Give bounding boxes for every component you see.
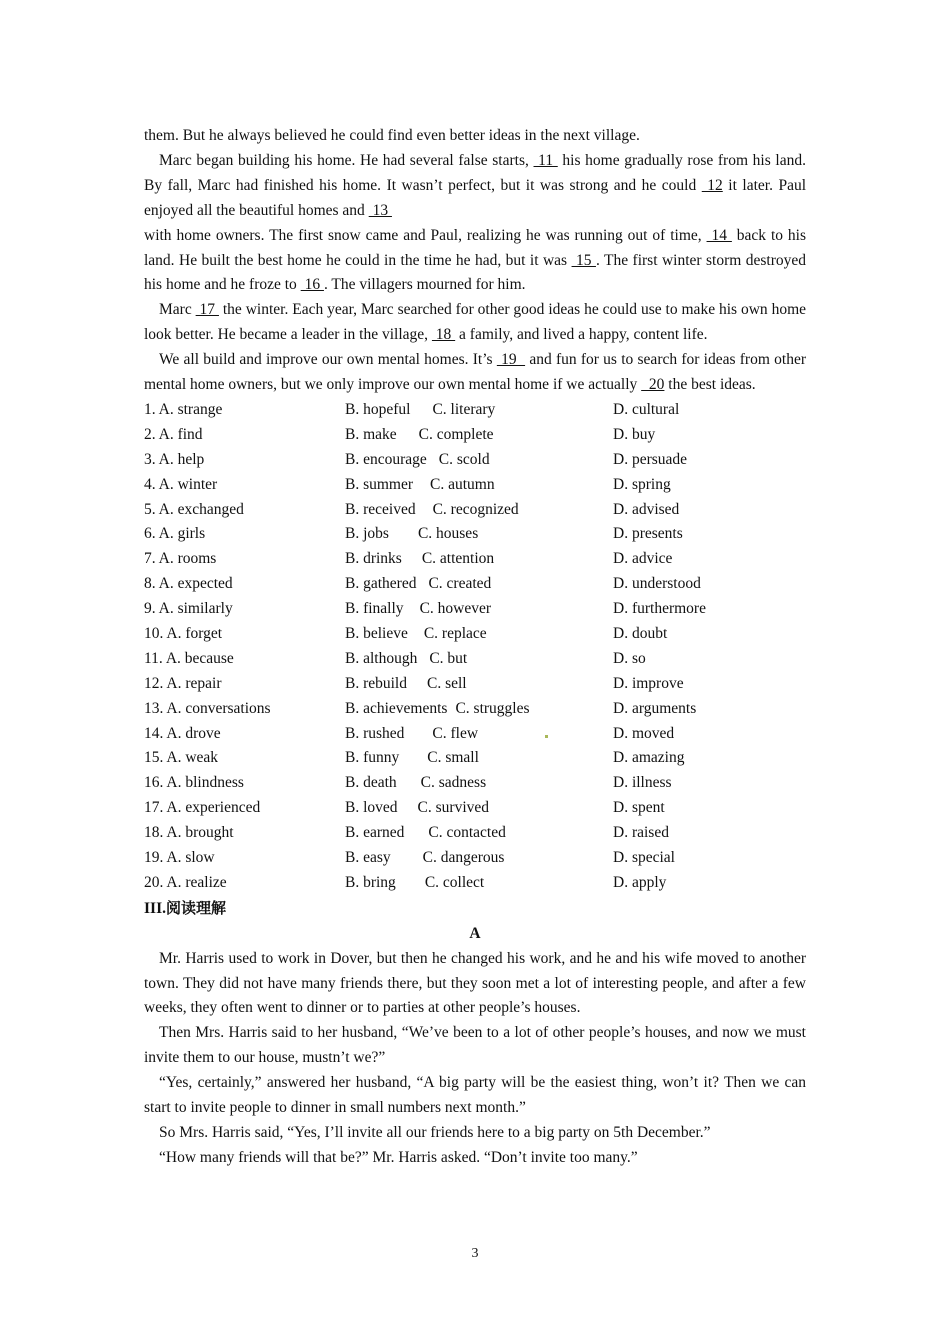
- passage-paragraph-3: [144, 298, 806, 348]
- option-row-19: [144, 846, 806, 871]
- option-row-14: [144, 722, 806, 747]
- option-bc: [345, 746, 613, 771]
- option-c: C. complete: [418, 425, 494, 443]
- option-bc: [345, 448, 613, 473]
- blank-17: 17: [195, 301, 219, 319]
- option-a: 20. A. realize: [144, 873, 227, 891]
- option-d: D. amazing: [613, 749, 685, 767]
- option-a: 2. A. find: [144, 425, 203, 443]
- option-b: B. achievements: [345, 699, 448, 717]
- option-c: C. small: [427, 749, 479, 767]
- option-c: C. houses: [417, 525, 479, 543]
- option-bc: [345, 821, 613, 846]
- option-d: D. advice: [613, 550, 673, 568]
- option-b: B. finally: [345, 600, 404, 618]
- option-bc: [345, 697, 613, 722]
- option-a: 13. A. conversations: [144, 699, 271, 717]
- text: the best ideas.: [664, 376, 756, 394]
- option-bc: [345, 647, 613, 672]
- option-c: C. sell: [427, 674, 467, 692]
- option-d: D. moved: [613, 724, 675, 742]
- text: We all build and improve our own mental homes. It’s: [159, 351, 497, 369]
- option-c: C. sadness: [420, 774, 487, 792]
- option-bc: [345, 522, 613, 547]
- text: Marc: [159, 301, 196, 319]
- option-row-13: [144, 697, 806, 722]
- page-number: 3: [471, 1246, 479, 1261]
- option-a: 15. A. weak: [144, 749, 219, 767]
- option-a: 17. A. experienced: [144, 799, 261, 817]
- option-c: C. contacted: [428, 824, 506, 842]
- option-row-4: [144, 473, 806, 498]
- option-bc: [345, 796, 613, 821]
- stray-mark: [545, 735, 548, 738]
- option-b: B. drinks: [345, 550, 402, 568]
- option-b: B. jobs: [345, 525, 389, 543]
- reading-paragraph-5: “How many friends will that be?” Mr. Harris asked. “Don’t invite too many.”: [159, 1148, 638, 1166]
- option-d: D. illness: [613, 774, 672, 792]
- option-d: D. raised: [613, 824, 669, 842]
- option-a: 8. A. expected: [144, 575, 233, 593]
- option-b: B. rebuild: [345, 674, 407, 692]
- blank-19: 19: [496, 351, 526, 369]
- option-d: D. improve: [613, 674, 684, 692]
- option-d: D. furthermore: [613, 600, 706, 618]
- option-b: B. although: [345, 649, 418, 667]
- option-c: C. literary: [432, 400, 496, 418]
- blank-13: 13: [368, 201, 392, 219]
- text: Marc began building his home. He had several false starts,: [159, 151, 534, 169]
- option-row-18: [144, 821, 806, 846]
- blank-11: 11: [533, 151, 558, 169]
- option-bc: [345, 722, 613, 747]
- option-b: B. funny: [345, 749, 400, 767]
- option-bc: [345, 672, 613, 697]
- option-b: B. encourage: [345, 450, 427, 468]
- text: a family, and lived a happy, content life.: [455, 326, 708, 344]
- option-a: 16. A. blindness: [144, 774, 244, 792]
- passage-paragraph-4: [144, 348, 806, 398]
- blank-12: 12: [701, 176, 723, 194]
- option-a: 3. A. help: [144, 450, 205, 468]
- option-c: C. but: [429, 649, 468, 667]
- option-b: B. gathered: [345, 575, 417, 593]
- option-bc: [345, 547, 613, 572]
- option-row-12: [144, 672, 806, 697]
- text: . The villagers mourned for him.: [323, 276, 526, 294]
- option-b: B. earned: [345, 824, 405, 842]
- option-c: C. recognized: [432, 500, 519, 518]
- option-d: D. spent: [613, 799, 665, 817]
- option-row-6: [144, 522, 806, 547]
- option-b: B. death: [345, 774, 397, 792]
- option-row-1: [144, 398, 806, 423]
- option-d: D. cultural: [613, 400, 680, 418]
- option-bc: [345, 871, 613, 896]
- blank-18: 18: [431, 326, 456, 344]
- section-roman: III.: [144, 899, 166, 917]
- reading-paragraph-4: So Mrs. Harris said, “Yes, I’ll invite all our friends here to a big party on 5th December.”: [159, 1123, 711, 1141]
- option-b: B. summer: [345, 475, 414, 493]
- text: . The first winter storm destroyed his home and he froze to: [144, 251, 807, 294]
- option-d: D. special: [613, 849, 675, 866]
- option-d: D. doubt: [613, 624, 668, 642]
- option-d: D. arguments: [613, 699, 697, 717]
- option-bc: [345, 771, 613, 796]
- option-d: D. buy: [613, 425, 656, 443]
- document-page: [144, 124, 806, 1171]
- option-d: D. persuade: [613, 450, 688, 468]
- reading-paragraph-2: Then Mrs. Harris said to her husband, “We’ve been to a lot of other people’s houses, and now we must invite them to our house, mustn’t we?”: [144, 1024, 806, 1067]
- option-c: C. however: [419, 600, 492, 618]
- option-row-11: [144, 647, 806, 672]
- option-a: 9. A. similarly: [144, 600, 233, 618]
- options-list: [144, 398, 806, 896]
- option-c: C. replace: [423, 624, 487, 642]
- option-a: 14. A. drove: [144, 724, 221, 742]
- option-b: B. believe: [345, 624, 408, 642]
- passage-label: A: [469, 924, 481, 942]
- blank-16: 16: [300, 276, 324, 294]
- blank-15: 15: [571, 251, 596, 269]
- option-b: B. hopeful: [345, 400, 411, 418]
- option-c: C. created: [428, 575, 492, 593]
- blank-20: 20: [641, 376, 665, 394]
- reading-paragraph-1: Mr. Harris used to work in Dover, but then he changed his work, and he and his wife moved to another town. They did not have many friends there, but they soon met a lot of interesting people, and after a few weeks, they often went to dinner or to parties at other people’s houses.: [144, 949, 806, 1017]
- option-a: 7. A. rooms: [144, 550, 217, 568]
- option-d: D. so: [613, 649, 646, 667]
- option-bc: [345, 473, 613, 498]
- section-title: 阅读理解: [165, 898, 226, 917]
- option-bc: [345, 597, 613, 622]
- option-row-15: [144, 746, 806, 771]
- option-a: 19. A. slow: [144, 849, 215, 866]
- option-bc: [345, 572, 613, 597]
- option-bc: [345, 622, 613, 647]
- option-c: C. attention: [421, 550, 495, 568]
- text: with home owners. The first snow came and Paul, realizing he was running out of time,: [144, 226, 707, 244]
- option-a: 1. A. strange: [144, 400, 223, 418]
- option-a: 18. A. brought: [144, 824, 234, 842]
- option-row-7: [144, 547, 806, 572]
- option-a: 10. A. forget: [144, 624, 223, 642]
- option-c: C. dangerous: [422, 849, 505, 866]
- text: the winter. Each year, Marc searched for other good ideas he could use to make his own home look better. He became a leader in the village,: [144, 301, 807, 344]
- option-row-9: [144, 597, 806, 622]
- option-b: B. make: [345, 425, 397, 443]
- option-bc: [345, 423, 613, 448]
- text: back to his land. He built the best home he could in the time he had, but it was: [144, 226, 807, 269]
- option-bc: [345, 498, 613, 523]
- option-row-5: [144, 498, 806, 523]
- option-d: D. advised: [613, 500, 680, 518]
- option-c: C. autumn: [430, 475, 495, 493]
- option-bc: [345, 398, 613, 423]
- option-row-20: [144, 871, 806, 896]
- option-row-16: [144, 771, 806, 796]
- option-row-2: [144, 423, 806, 448]
- reading-paragraph-3: “Yes, certainly,” answered her husband, “A big party will be the easiest thing, won’t it? Then we can start to invite people to dinner in small numbers next month.”: [144, 1074, 806, 1117]
- option-d: D. presents: [613, 525, 683, 543]
- text: it later. Paul enjoyed all the beautiful homes and: [144, 176, 807, 219]
- option-a: 11. A. because: [144, 649, 234, 667]
- option-b: B. bring: [345, 873, 396, 891]
- option-a: 4. A. winter: [144, 475, 218, 493]
- option-bc: [345, 846, 613, 871]
- option-row-3: [144, 448, 806, 473]
- option-b: B. easy: [345, 849, 391, 866]
- option-c: C. scold: [438, 450, 490, 468]
- blank-14: 14: [706, 226, 732, 244]
- option-a: 12. A. repair: [144, 674, 222, 692]
- option-b: B. loved: [345, 799, 398, 817]
- text: and fun for us to search for ideas from other mental home owners, but we only improve our own mental home if we actually: [144, 351, 806, 394]
- option-b: B. received: [345, 500, 416, 518]
- option-row-8: [144, 572, 806, 597]
- text: his home gradually rose from his land. By fall, Marc had finished his home. It wasn’t perfect, but it was strong and he could: [144, 151, 806, 194]
- option-d: D. apply: [613, 873, 667, 891]
- option-c: C. survived: [417, 799, 489, 817]
- passage-paragraph-1: them. But he always believed he could find even better ideas in the next village.: [144, 127, 640, 144]
- option-d: D. understood: [613, 575, 701, 593]
- option-row-17: [144, 796, 806, 821]
- option-d: D. spring: [613, 475, 671, 493]
- option-a: 5. A. exchanged: [144, 500, 244, 518]
- option-c: C. flew: [432, 724, 479, 742]
- passage-paragraph-2: [144, 149, 806, 298]
- option-c: C. collect: [424, 873, 485, 891]
- option-c: C. struggles: [455, 699, 530, 717]
- option-row-10: [144, 622, 806, 647]
- option-a: 6. A. girls: [144, 525, 206, 543]
- option-b: B. rushed: [345, 724, 405, 742]
- section-heading: [144, 896, 806, 922]
